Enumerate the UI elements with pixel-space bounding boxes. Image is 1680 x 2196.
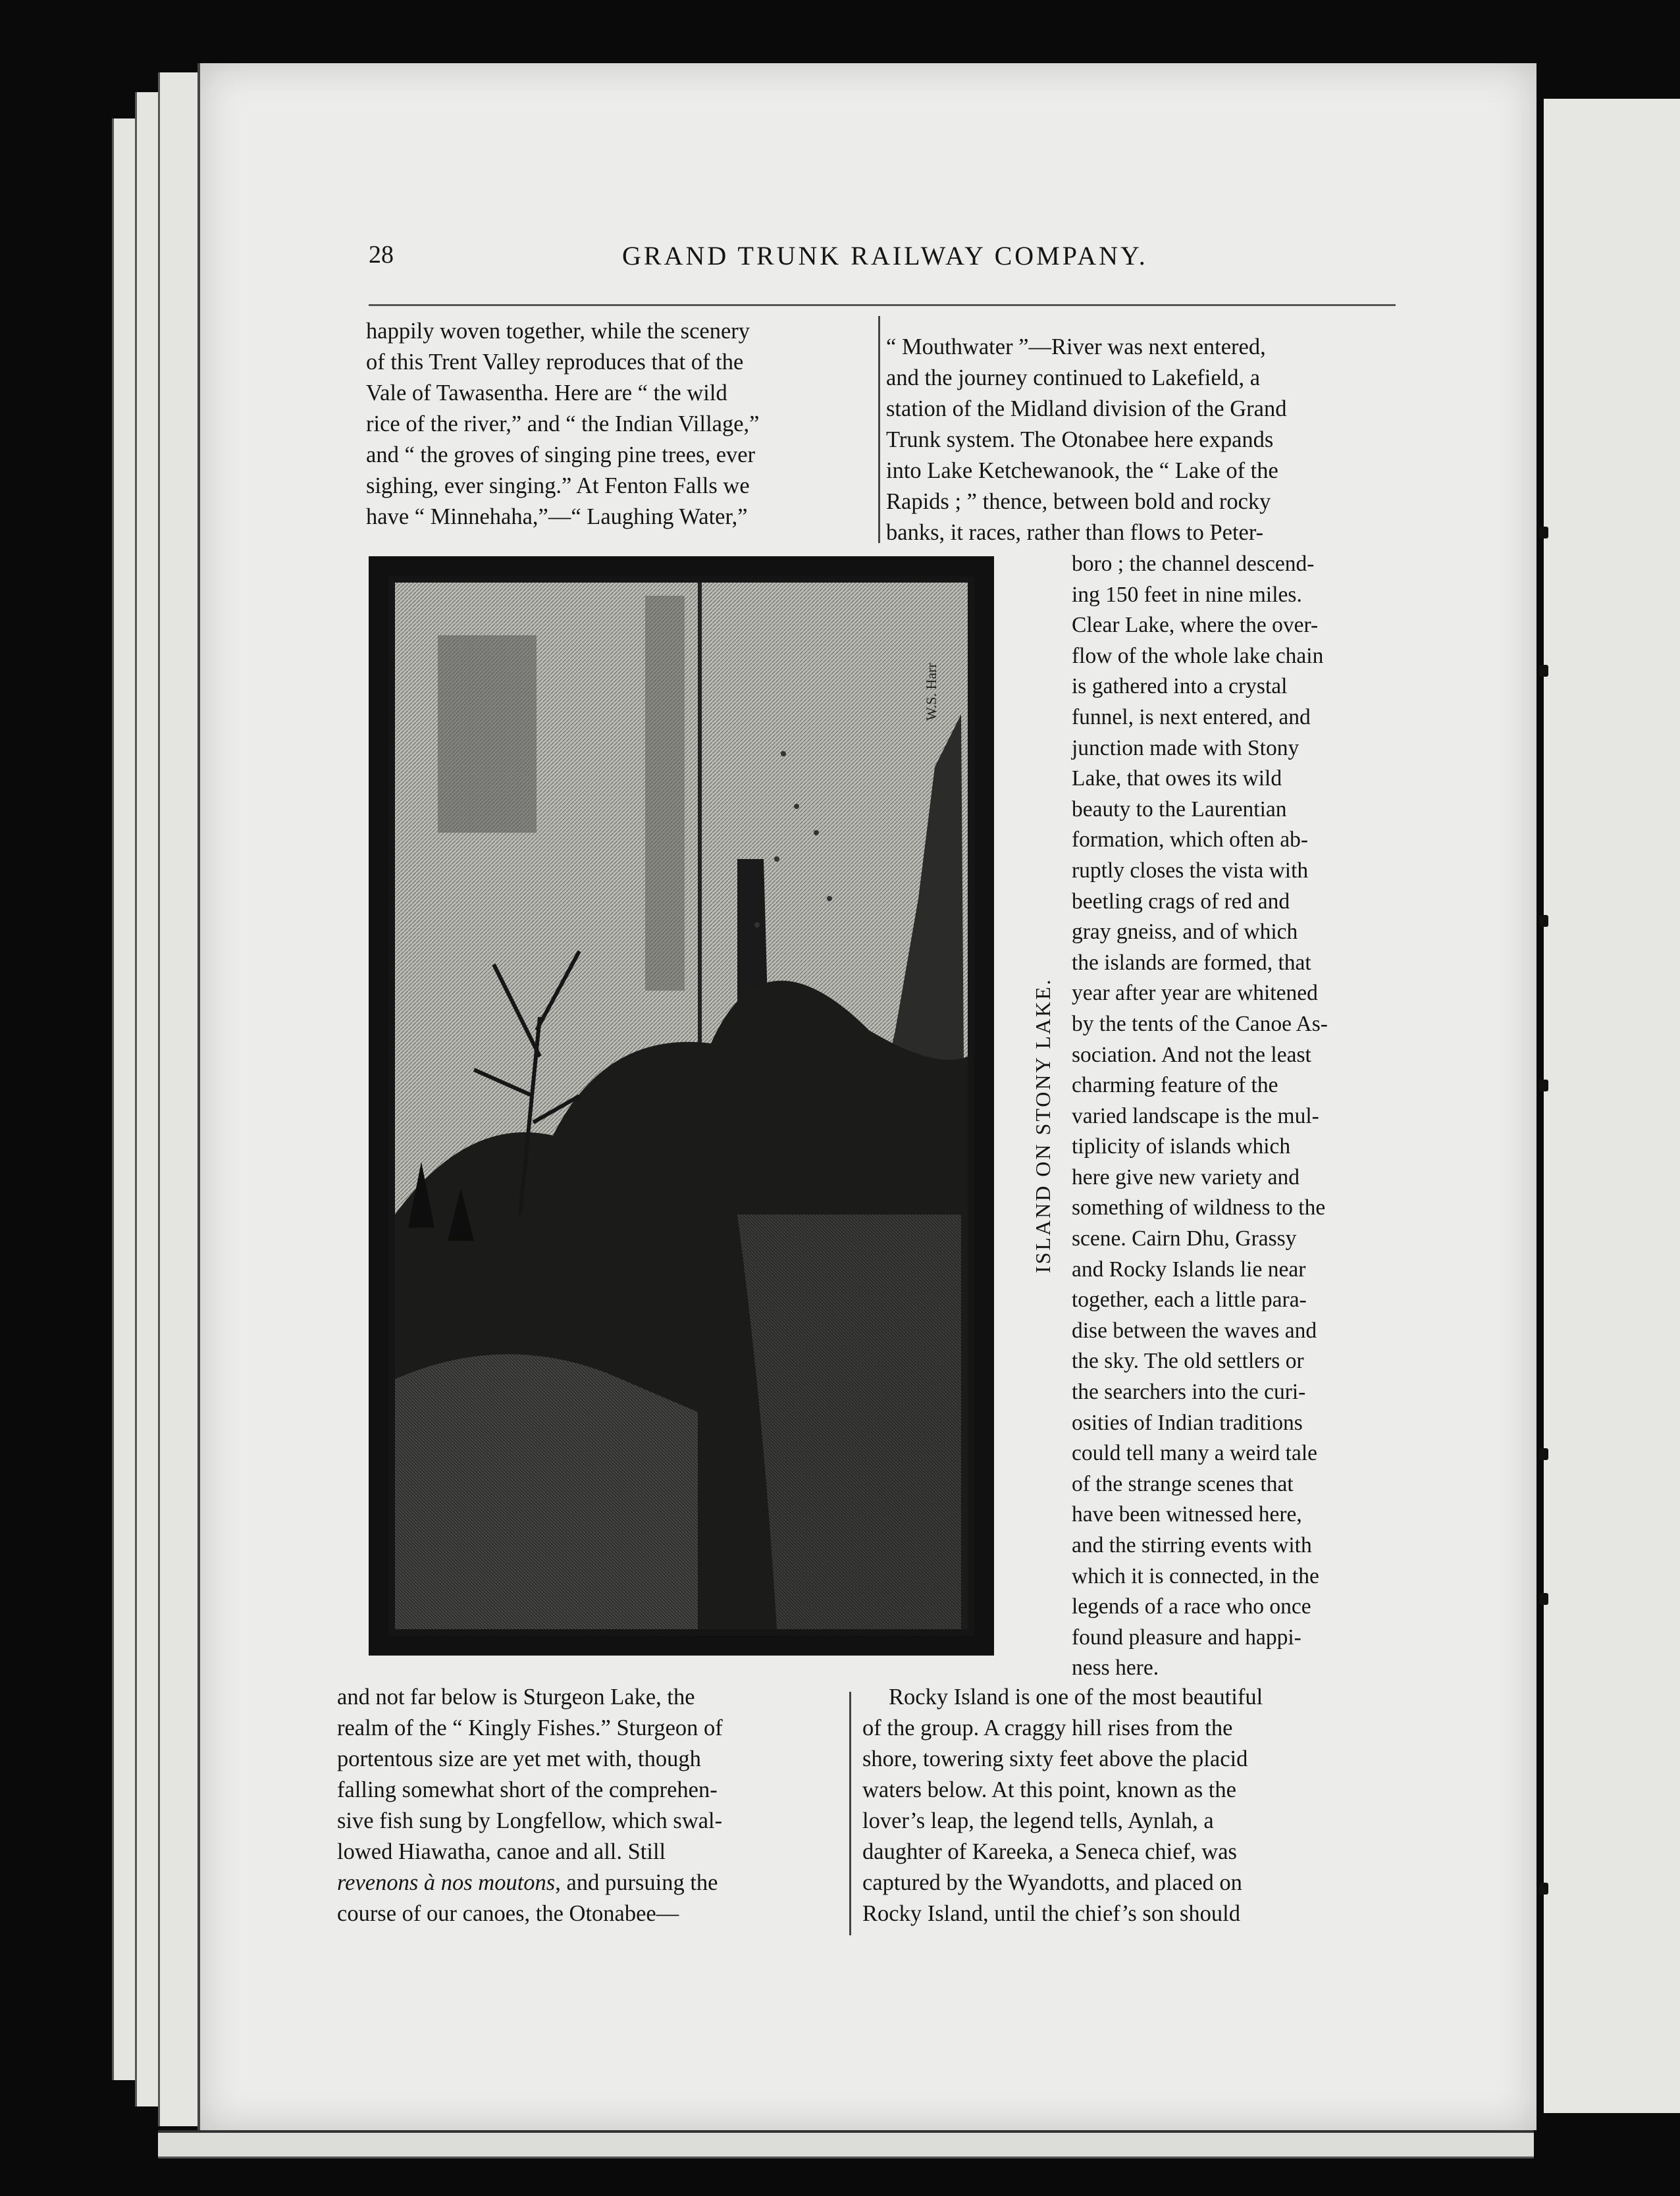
- column-left-top: [366, 316, 864, 533]
- text-line: sociation. And not the least: [1072, 1042, 1311, 1067]
- text-line: [337, 1868, 837, 1898]
- binding-stitch: [1539, 1593, 1548, 1605]
- text-line: and not far below is Sturgeon Lake, the: [337, 1685, 695, 1710]
- italic-phrase: revenons à nos moutons: [337, 1870, 556, 1895]
- text-line: realm of the “ Kingly Fishes.” Sturgeon of: [337, 1715, 723, 1740]
- column-right-bottom: [862, 1682, 1376, 1929]
- text-line: Trunk system. The Otonabee here expands: [886, 427, 1274, 452]
- text-line: boro ; the channel descend-: [1072, 552, 1315, 576]
- column-rule: [849, 1692, 851, 1935]
- text-line: Clear Lake, where the over-: [1072, 613, 1319, 638]
- text-line: the searchers into the curi-: [1072, 1380, 1306, 1405]
- text-line: banks, it races, rather than flows to Peter-: [886, 520, 1264, 545]
- text-line: something of wildness to the: [1072, 1195, 1326, 1220]
- text-line: portentous size are yet met with, though: [337, 1746, 701, 1771]
- text-line: year after year are whitened: [1072, 981, 1318, 1006]
- text-line: tiplicity of islands which: [1072, 1134, 1291, 1159]
- text-line: flow of the whole lake chain: [1072, 643, 1324, 668]
- text-line: lover’s leap, the legend tells, Aynlah, a: [862, 1808, 1214, 1833]
- text-line: here give new variety and: [1072, 1164, 1300, 1190]
- artist-signature: W.S. Harr: [923, 663, 939, 721]
- text-line: of the group. A craggy hill rises from the: [862, 1715, 1233, 1740]
- text-line: have been witnessed here,: [1072, 1502, 1302, 1527]
- text-line: and “ the groves of singing pine trees, ever: [366, 442, 756, 467]
- text-line: which it is connected, in the: [1072, 1563, 1319, 1588]
- text-line: formation, which often ab-: [1072, 827, 1309, 852]
- text-line: funnel, is next entered, and: [1072, 704, 1311, 729]
- column-rule: [878, 316, 880, 543]
- text-line: station of the Midland division of the Grand: [886, 396, 1287, 421]
- facing-page-edge: [1544, 99, 1680, 2113]
- figure-caption: ISLAND ON STONY LAKE.: [1031, 978, 1055, 1274]
- header-rule: [369, 304, 1396, 306]
- text-line: beauty to the Laurentian: [1072, 797, 1287, 822]
- binding-stitch: [1539, 1080, 1548, 1091]
- text-fragment: , and pursuing the: [555, 1870, 718, 1895]
- text-line: found pleasure and happi-: [1072, 1625, 1301, 1650]
- text-line: osities of Indian traditions: [1072, 1410, 1303, 1435]
- text-line: of the strange scenes that: [1072, 1471, 1294, 1496]
- text-line: falling somewhat short of the comprehen-: [337, 1777, 718, 1802]
- text-line: happily woven together, while the scenery: [366, 319, 750, 344]
- text-line: varied landscape is the mul-: [1072, 1103, 1319, 1128]
- text-line: beetling crags of red and: [1072, 889, 1290, 914]
- text-line: Lake, that owes its wild: [1072, 766, 1282, 791]
- text-line: the islands are formed, that: [1072, 950, 1311, 975]
- text-line: sive fish sung by Longfellow, which swal-: [337, 1808, 723, 1833]
- text-line: sighing, ever singing.” At Fenton Falls we: [366, 473, 750, 498]
- text-line: captured by the Wyandotts, and placed on: [862, 1870, 1242, 1895]
- illustration-island-on-stony-lake: [369, 556, 994, 1656]
- text-line: could tell many a weird tale: [1072, 1441, 1318, 1466]
- text-line: and the stirring events with: [1072, 1533, 1312, 1557]
- binding-stitch: [1539, 915, 1548, 927]
- text-line: by the tents of the Canoe As-: [1072, 1011, 1328, 1036]
- text-line: the sky. The old settlers or: [1072, 1349, 1304, 1374]
- text-line: legends of a race who once: [1072, 1594, 1311, 1619]
- text-line: Rapids ; ” thence, between bold and rocky: [886, 489, 1271, 514]
- column-right-narrow: [1072, 549, 1389, 1684]
- text-line: charming feature of the: [1072, 1073, 1278, 1098]
- binding-stitch: [1539, 665, 1548, 677]
- binding-stitch: [1539, 1883, 1548, 1895]
- binding-stitch: [1539, 527, 1548, 538]
- text-line: and Rocky Islands lie near: [1072, 1257, 1306, 1282]
- text-line: Rocky Island, until the chief’s son should: [862, 1901, 1240, 1926]
- text-line: course of our canoes, the Otonabee—: [337, 1901, 679, 1926]
- text-line: is gathered into a crystal: [1072, 674, 1288, 699]
- text-line: Rocky Island is one of the most beautiful: [889, 1685, 1263, 1710]
- text-line: ruptly closes the vista with: [1072, 858, 1309, 883]
- text-line: and the journey continued to Lakefield, a: [886, 365, 1261, 390]
- text-line: rice of the river,” and “ the Indian Village,”: [366, 411, 760, 436]
- column-right-top: [886, 332, 1398, 548]
- binding-stitch: [1539, 1448, 1548, 1460]
- text-line: shore, towering sixty feet above the placid: [862, 1746, 1248, 1771]
- running-head: GRAND TRUNK RAILWAY COMPANY.: [622, 241, 1148, 271]
- text-line: junction made with Stony: [1072, 735, 1299, 760]
- text-line: have “ Minnehaha,”—“ Laughing Water,”: [366, 504, 748, 529]
- text-line: lowed Hiawatha, canoe and all. Still: [337, 1839, 666, 1864]
- page-number: 28: [369, 241, 394, 269]
- page-bottom-edge: [158, 2130, 1534, 2158]
- text-line: dise between the waves and: [1072, 1318, 1317, 1343]
- text-line: of this Trent Valley reproduces that of the: [366, 350, 744, 375]
- text-line: scene. Cairn Dhu, Grassy: [1072, 1226, 1297, 1251]
- text-line: gray gneiss, and of which: [1072, 920, 1298, 945]
- text-line: into Lake Ketchewanook, the “ Lake of the: [886, 458, 1278, 483]
- page-header: [369, 240, 1396, 286]
- text-line: “ Mouthwater ”—River was next entered,: [886, 334, 1266, 359]
- column-left-bottom: [337, 1682, 837, 1929]
- text-line: daughter of Kareeka, a Seneca chief, was: [862, 1839, 1237, 1864]
- text-line: together, each a little para-: [1072, 1288, 1307, 1313]
- text-line: ing 150 feet in nine miles.: [1072, 582, 1302, 607]
- text-line: ness here.: [1072, 1656, 1159, 1681]
- text-line: waters below. At this point, known as the: [862, 1777, 1236, 1802]
- text-line: Vale of Tawasentha. Here are “ the wild: [366, 380, 727, 405]
